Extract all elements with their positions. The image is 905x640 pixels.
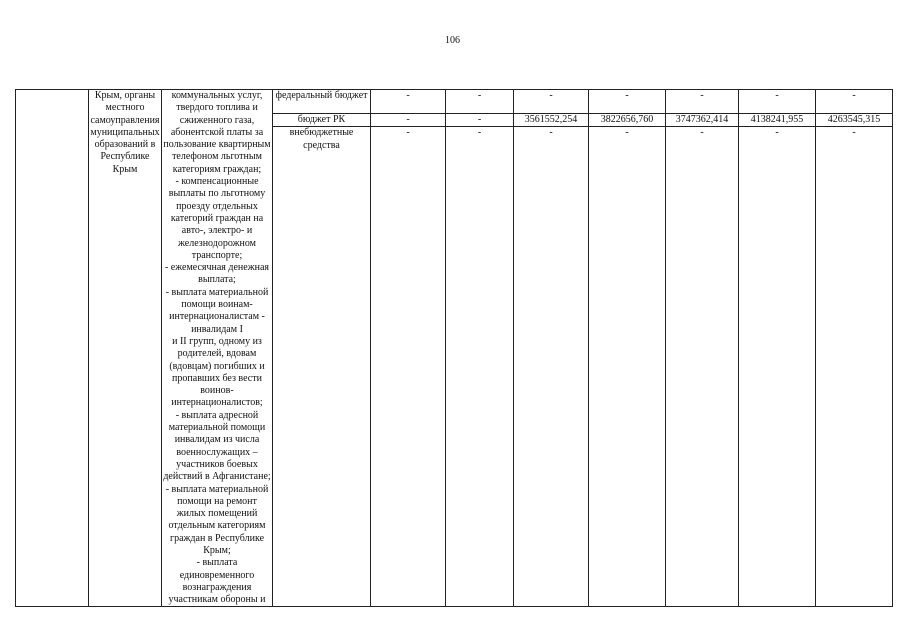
activity-line: - выплата материальной <box>165 483 269 495</box>
activity-line: помощи на ремонт <box>177 495 257 507</box>
activity-line: Крым; <box>203 544 231 556</box>
funding-source-rk: бюджет РК <box>273 114 371 127</box>
value-cell: - <box>666 90 739 114</box>
value-cell: 3747362,414 <box>666 114 739 127</box>
value-cell: - <box>446 127 514 607</box>
activity-line: жилых помещений <box>176 508 258 520</box>
activity-line: и II групп, одному из <box>172 335 262 347</box>
value-cell: - <box>739 90 816 114</box>
activity-line: материальной помощи <box>168 422 266 434</box>
activity-line: отдельным категориям <box>168 520 266 532</box>
activity-line: железнодорожном <box>177 237 257 249</box>
executor-line: местного <box>105 102 145 114</box>
activity-line: интернационалистам - <box>169 311 265 323</box>
activity-line: воинов- <box>200 385 234 397</box>
activity-line: пропавших без вести <box>172 372 262 384</box>
activity-line: проезду отдельных <box>176 200 258 212</box>
activity-line: родителей, вдовам <box>177 348 257 360</box>
activity-line: участников боевых <box>176 458 258 470</box>
activity-line: участникам обороны и <box>168 594 266 606</box>
value-cell: 4263545,315 <box>816 114 893 127</box>
value-cell: - <box>589 90 666 114</box>
activity-line: - компенсационные <box>175 176 259 188</box>
empty-number-cell <box>16 90 89 607</box>
activity-line: категорий граждан на <box>170 212 264 224</box>
table-row-federal-budget <box>16 90 893 114</box>
activity-line: инвалидам из числа <box>174 434 260 446</box>
activity-line: телефоном льготным <box>172 151 262 163</box>
page-number: 106 <box>445 35 460 46</box>
activity-line: действий в Афганистане; <box>163 471 271 483</box>
activity-line: - выплата адресной <box>175 409 259 421</box>
executor-line: самоуправления <box>90 114 160 126</box>
value-cell: 3561552,254 <box>514 114 589 127</box>
activity-line: - выплата материальной <box>165 286 269 298</box>
activity-line: пользование квартирным <box>163 139 271 151</box>
activity-line: абонентской платы за <box>170 126 264 138</box>
executor-line: образований в <box>94 139 156 151</box>
activity-line: авто-, электро- и <box>181 225 253 237</box>
activity-line: вознаграждения <box>182 581 252 593</box>
value-cell: - <box>514 127 589 607</box>
value-cell: - <box>514 90 589 114</box>
value-cell: - <box>739 127 816 607</box>
activity-line: - ежемесячная денежная <box>164 262 270 274</box>
executor-cell <box>89 90 162 607</box>
funding-source-extrabudgetary: внебюджетные средства <box>273 127 371 607</box>
value-cell: - <box>666 127 739 607</box>
program-table <box>15 89 893 607</box>
activity-line: транспорте; <box>191 249 243 261</box>
executor-line: Республике <box>100 151 150 163</box>
executor-line: Крым, органы <box>94 90 156 101</box>
activity-line: граждан в Республике <box>169 532 265 544</box>
value-cell: - <box>371 114 446 127</box>
value-cell: - <box>816 90 893 114</box>
value-cell: - <box>446 90 514 114</box>
executor-line: Крым <box>112 163 138 175</box>
activity-line: твердого топлива и <box>176 102 258 114</box>
activity-line: выплата; <box>198 274 236 286</box>
funding-source-federal: федеральный бюджет <box>273 90 371 114</box>
activity-line: коммунальных услуг, <box>171 90 263 101</box>
activity-line: инвалидам I <box>191 323 243 335</box>
activity-line: военнослужащих – <box>176 446 258 458</box>
value-cell: - <box>371 127 446 607</box>
value-cell: - <box>371 90 446 114</box>
activity-line: интернационалистов; <box>171 397 263 409</box>
value-cell: - <box>446 114 514 127</box>
activity-line: помощи воинам- <box>181 299 253 311</box>
value-cell: 4138241,955 <box>739 114 816 127</box>
activity-line: категориям граждан; <box>172 163 262 175</box>
value-cell: - <box>589 127 666 607</box>
activity-line: - выплата <box>196 557 238 569</box>
activity-line: единовременного <box>179 569 255 581</box>
activity-line: выплаты по льготному <box>168 188 266 200</box>
value-cell: 3822656,760 <box>589 114 666 127</box>
activity-line: (вдовцам) погибших и <box>169 360 265 372</box>
activity-line: сжиженного газа, <box>179 114 255 126</box>
executor-line: муниципальных <box>90 126 160 138</box>
activity-cell <box>162 90 273 607</box>
value-cell: - <box>816 127 893 607</box>
